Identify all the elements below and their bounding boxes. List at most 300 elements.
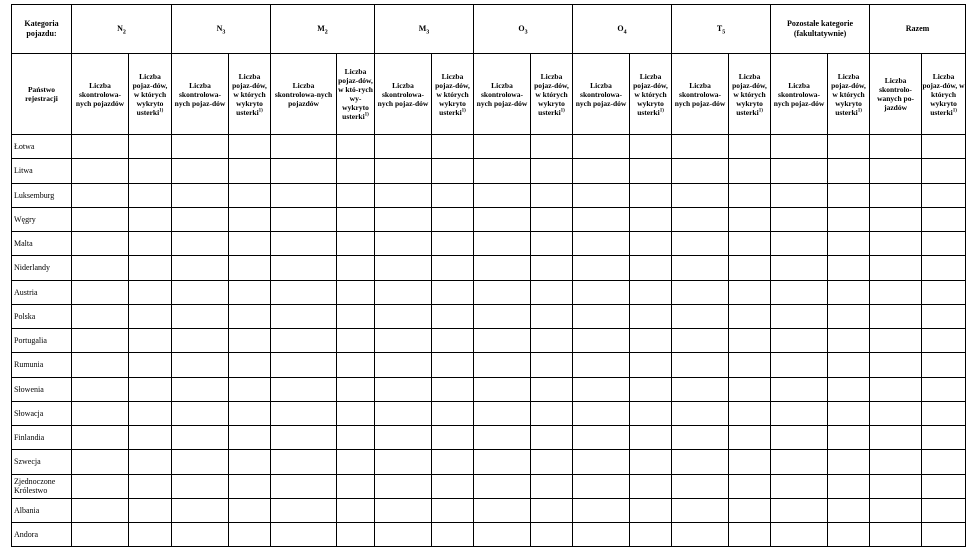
data-cell — [870, 401, 922, 425]
data-cell — [474, 207, 531, 231]
data-cell — [129, 232, 172, 256]
data-cell — [375, 377, 432, 401]
data-cell — [337, 304, 375, 328]
data-cell — [474, 353, 531, 377]
data-cell — [172, 377, 229, 401]
data-cell — [474, 256, 531, 280]
data-cell — [432, 523, 474, 547]
data-cell — [271, 474, 337, 498]
data-cell — [337, 232, 375, 256]
footnote-marker: 1) — [560, 108, 565, 113]
data-cell — [432, 426, 474, 450]
data-cell — [129, 377, 172, 401]
country-name: Węgry — [12, 207, 72, 231]
data-cell — [630, 401, 672, 425]
data-cell — [573, 426, 630, 450]
data-cell — [229, 183, 271, 207]
data-cell — [771, 498, 828, 522]
data-cell — [129, 523, 172, 547]
category-name: M — [418, 24, 427, 33]
data-cell — [672, 450, 729, 474]
category-header-6 — [672, 5, 771, 54]
category-subscript: 2 — [122, 29, 126, 36]
checked-vehicles-header: Liczba skontrolowa-nych pojaz-dów — [375, 54, 432, 135]
data-cell — [474, 183, 531, 207]
data-cell — [729, 474, 771, 498]
data-cell — [729, 304, 771, 328]
data-cell — [229, 280, 271, 304]
data-cell — [828, 401, 870, 425]
data-cell — [828, 183, 870, 207]
country-name: Portugalia — [12, 329, 72, 353]
data-cell — [922, 401, 966, 425]
data-cell — [729, 401, 771, 425]
data-cell — [922, 135, 966, 159]
data-cell — [828, 232, 870, 256]
data-cell — [828, 474, 870, 498]
data-cell — [630, 426, 672, 450]
data-cell — [870, 304, 922, 328]
data-cell — [375, 523, 432, 547]
data-cell — [922, 280, 966, 304]
data-cell — [573, 135, 630, 159]
data-cell — [229, 329, 271, 353]
data-cell — [828, 377, 870, 401]
country-name: Szwecja — [12, 450, 72, 474]
data-cell — [672, 377, 729, 401]
data-cell — [337, 280, 375, 304]
data-cell — [172, 401, 229, 425]
data-cell — [375, 401, 432, 425]
data-cell — [771, 135, 828, 159]
data-cell — [771, 353, 828, 377]
data-cell — [573, 474, 630, 498]
data-cell — [771, 159, 828, 183]
data-cell — [870, 329, 922, 353]
data-cell — [771, 450, 828, 474]
data-cell — [337, 256, 375, 280]
data-cell — [271, 232, 337, 256]
country-name: Litwa — [12, 159, 72, 183]
data-cell — [229, 135, 271, 159]
data-cell — [771, 426, 828, 450]
checked-vehicles-header: Liczba skontrolo-wanych po-jazdów — [870, 54, 922, 135]
category-header-8 — [870, 5, 966, 54]
checked-vehicles-header: Liczba skontrolowa-nych pojaz-dów — [573, 54, 630, 135]
data-cell — [229, 377, 271, 401]
data-cell — [129, 450, 172, 474]
data-cell — [630, 159, 672, 183]
data-cell — [771, 280, 828, 304]
data-cell — [337, 377, 375, 401]
data-cell — [573, 232, 630, 256]
data-cell — [573, 207, 630, 231]
data-cell — [630, 523, 672, 547]
checked-vehicles-header: Liczba skontrolowa-nych pojazdów — [72, 54, 129, 135]
data-cell — [432, 232, 474, 256]
data-cell — [531, 401, 573, 425]
data-cell — [72, 474, 129, 498]
data-cell — [672, 401, 729, 425]
data-cell — [474, 401, 531, 425]
data-cell — [672, 256, 729, 280]
category-header-4 — [474, 5, 573, 54]
data-cell — [432, 183, 474, 207]
data-cell — [474, 377, 531, 401]
data-cell — [870, 474, 922, 498]
data-cell — [771, 207, 828, 231]
data-cell — [72, 523, 129, 547]
data-cell — [828, 426, 870, 450]
data-cell — [72, 159, 129, 183]
data-cell — [432, 329, 474, 353]
data-cell — [828, 135, 870, 159]
data-cell — [672, 426, 729, 450]
country-name: Finlandia — [12, 426, 72, 450]
data-cell — [630, 377, 672, 401]
data-cell — [922, 183, 966, 207]
data-cell — [729, 426, 771, 450]
data-cell — [72, 207, 129, 231]
data-cell — [531, 159, 573, 183]
data-cell — [337, 474, 375, 498]
data-cell — [129, 207, 172, 231]
data-cell — [375, 304, 432, 328]
data-cell — [771, 329, 828, 353]
data-cell — [672, 159, 729, 183]
country-name: Słowenia — [12, 377, 72, 401]
data-cell — [172, 207, 229, 231]
data-cell — [375, 183, 432, 207]
data-cell — [573, 329, 630, 353]
data-cell — [531, 135, 573, 159]
category-header-2 — [271, 5, 375, 54]
data-cell — [870, 256, 922, 280]
category-subscript: 5 — [722, 29, 726, 36]
data-cell — [870, 353, 922, 377]
category-subscript: 3 — [524, 29, 528, 36]
data-cell — [375, 474, 432, 498]
country-name: Łotwa — [12, 135, 72, 159]
table-row — [12, 256, 966, 280]
data-cell — [531, 523, 573, 547]
data-cell — [172, 232, 229, 256]
data-cell — [172, 159, 229, 183]
data-cell — [573, 256, 630, 280]
category-name: Razem — [905, 24, 930, 33]
data-cell — [922, 474, 966, 498]
data-cell — [129, 329, 172, 353]
data-cell — [922, 426, 966, 450]
data-cell — [531, 232, 573, 256]
defective-vehicles-header — [337, 54, 375, 135]
data-cell — [729, 329, 771, 353]
data-cell — [672, 474, 729, 498]
table-row — [12, 329, 966, 353]
data-cell — [672, 207, 729, 231]
vehicle-inspection-table — [11, 4, 966, 547]
category-name: O — [617, 24, 624, 33]
data-cell — [337, 183, 375, 207]
data-cell — [375, 450, 432, 474]
data-cell — [922, 450, 966, 474]
data-cell — [172, 183, 229, 207]
data-cell — [474, 498, 531, 522]
data-cell — [375, 232, 432, 256]
category-header-1 — [172, 5, 271, 54]
data-cell — [922, 159, 966, 183]
category-subscript: 4 — [623, 29, 627, 36]
category-header-3 — [375, 5, 474, 54]
data-cell — [229, 523, 271, 547]
data-cell — [630, 353, 672, 377]
data-cell — [474, 232, 531, 256]
data-cell — [129, 474, 172, 498]
data-cell — [229, 159, 271, 183]
data-cell — [229, 426, 271, 450]
data-cell — [432, 135, 474, 159]
data-cell — [531, 280, 573, 304]
data-cell — [870, 280, 922, 304]
data-cell — [771, 232, 828, 256]
data-cell — [432, 353, 474, 377]
table-row — [12, 401, 966, 425]
table-row — [12, 159, 966, 183]
data-cell — [271, 377, 337, 401]
data-cell — [172, 474, 229, 498]
data-cell — [72, 426, 129, 450]
data-cell — [630, 256, 672, 280]
data-cell — [771, 183, 828, 207]
data-cell — [474, 474, 531, 498]
data-cell — [630, 207, 672, 231]
data-cell — [229, 304, 271, 328]
data-cell — [432, 474, 474, 498]
data-cell — [771, 304, 828, 328]
data-cell — [375, 135, 432, 159]
data-cell — [375, 256, 432, 280]
data-cell — [432, 159, 474, 183]
data-cell — [828, 498, 870, 522]
defective-vehicles-header — [729, 54, 771, 135]
data-cell — [172, 498, 229, 522]
data-cell — [531, 256, 573, 280]
data-cell — [922, 329, 966, 353]
data-cell — [531, 353, 573, 377]
data-cell — [72, 498, 129, 522]
category-name: N — [216, 24, 223, 33]
data-cell — [870, 523, 922, 547]
data-cell — [531, 426, 573, 450]
category-header-0 — [72, 5, 172, 54]
data-cell — [630, 329, 672, 353]
data-cell — [72, 450, 129, 474]
table-row — [12, 304, 966, 328]
data-cell — [337, 450, 375, 474]
checked-vehicles-header: Liczba skontrolowa-nych pojaz-dów — [172, 54, 229, 135]
data-cell — [337, 159, 375, 183]
data-cell — [129, 304, 172, 328]
data-cell — [129, 256, 172, 280]
data-cell — [72, 353, 129, 377]
data-cell — [573, 353, 630, 377]
data-cell — [271, 207, 337, 231]
data-cell — [129, 401, 172, 425]
data-cell — [129, 135, 172, 159]
data-cell — [771, 523, 828, 547]
data-cell — [72, 377, 129, 401]
country-column-header: Państwo rejestracji — [12, 54, 72, 135]
data-cell — [432, 498, 474, 522]
data-cell — [72, 401, 129, 425]
data-cell — [729, 232, 771, 256]
data-cell — [531, 329, 573, 353]
data-cell — [573, 377, 630, 401]
category-subscript: 2 — [324, 29, 328, 36]
data-cell — [375, 280, 432, 304]
data-cell — [630, 135, 672, 159]
footnote-marker: 1) — [364, 112, 369, 118]
data-cell — [337, 498, 375, 522]
data-cell — [337, 426, 375, 450]
data-cell — [922, 232, 966, 256]
data-cell — [172, 256, 229, 280]
data-cell — [271, 450, 337, 474]
data-cell — [375, 426, 432, 450]
data-cell — [337, 523, 375, 547]
data-cell — [630, 280, 672, 304]
data-cell — [337, 401, 375, 425]
data-cell — [630, 232, 672, 256]
table-row — [12, 474, 966, 498]
data-cell — [573, 183, 630, 207]
data-cell — [72, 183, 129, 207]
data-cell — [129, 426, 172, 450]
data-cell — [375, 353, 432, 377]
data-cell — [337, 329, 375, 353]
data-cell — [870, 207, 922, 231]
data-cell — [172, 450, 229, 474]
data-cell — [531, 377, 573, 401]
defective-vehicles-header — [129, 54, 172, 135]
footnote-marker: 1) — [258, 108, 263, 113]
defective-vehicles-header — [630, 54, 672, 135]
data-cell — [573, 159, 630, 183]
data-cell — [229, 450, 271, 474]
data-cell — [672, 353, 729, 377]
data-cell — [573, 280, 630, 304]
data-cell — [573, 401, 630, 425]
data-cell — [828, 159, 870, 183]
country-name: Niderlandy — [12, 256, 72, 280]
data-cell — [870, 135, 922, 159]
data-cell — [432, 304, 474, 328]
data-cell — [432, 401, 474, 425]
data-cell — [771, 377, 828, 401]
data-cell — [474, 329, 531, 353]
data-cell — [229, 401, 271, 425]
category-header-row — [12, 5, 966, 54]
data-cell — [729, 498, 771, 522]
data-cell — [672, 280, 729, 304]
data-cell — [375, 329, 432, 353]
data-cell — [229, 232, 271, 256]
defective-vehicles-label: Liczba pojaz-dów, w których wykryto usterki — [922, 71, 965, 117]
footnote-marker: 1) — [952, 108, 957, 113]
category-name: M — [317, 24, 325, 33]
data-cell — [531, 498, 573, 522]
data-cell — [828, 207, 870, 231]
data-cell — [672, 329, 729, 353]
data-cell — [828, 304, 870, 328]
data-cell — [271, 329, 337, 353]
data-cell — [129, 183, 172, 207]
data-cell — [573, 523, 630, 547]
table-row — [12, 353, 966, 377]
table-row — [12, 232, 966, 256]
data-cell — [271, 280, 337, 304]
defective-vehicles-label: Liczba pojaz-dów, w których wykryto usterki — [534, 71, 569, 117]
footnote-marker: 1) — [461, 108, 466, 113]
data-cell — [432, 377, 474, 401]
data-cell — [172, 329, 229, 353]
data-cell — [870, 498, 922, 522]
data-cell — [870, 159, 922, 183]
data-cell — [72, 304, 129, 328]
data-cell — [229, 498, 271, 522]
category-name: N — [117, 24, 123, 33]
data-cell — [729, 256, 771, 280]
data-cell — [229, 353, 271, 377]
country-name: Albania — [12, 498, 72, 522]
data-cell — [129, 280, 172, 304]
data-cell — [630, 304, 672, 328]
category-name: O — [518, 24, 525, 33]
data-cell — [672, 498, 729, 522]
data-cell — [172, 135, 229, 159]
category-header-5 — [573, 5, 672, 54]
defective-vehicles-label: Liczba pojaz-dów, w których wykryto usterki — [732, 71, 767, 117]
data-cell — [672, 183, 729, 207]
data-cell — [432, 280, 474, 304]
data-cell — [729, 377, 771, 401]
data-cell — [729, 523, 771, 547]
data-cell — [828, 256, 870, 280]
footnote-marker: 1) — [857, 108, 862, 113]
country-name: Malta — [12, 232, 72, 256]
data-cell — [172, 304, 229, 328]
data-cell — [271, 426, 337, 450]
data-cell — [375, 207, 432, 231]
data-cell — [129, 159, 172, 183]
defective-vehicles-label: Liczba pojaz-dów, w których wykryto usterki — [132, 71, 168, 117]
category-subscript: 3 — [426, 29, 430, 36]
data-cell — [922, 256, 966, 280]
data-cell — [337, 353, 375, 377]
data-cell — [271, 159, 337, 183]
table-row — [12, 498, 966, 522]
defective-vehicles-label: Liczba pojaz-dów, w których wykryto usterki — [633, 71, 668, 117]
data-cell — [828, 280, 870, 304]
data-cell — [870, 426, 922, 450]
data-cell — [375, 498, 432, 522]
table-body — [12, 135, 966, 547]
table-row — [12, 450, 966, 474]
checked-vehicles-header: Liczba skontrolowa-nych pojaz-dów — [771, 54, 828, 135]
data-cell — [870, 232, 922, 256]
footnote-marker: 1) — [159, 108, 164, 113]
defective-vehicles-label: Liczba pojaz-dów, w któ-rych wy-wykryto usterki — [338, 67, 373, 121]
